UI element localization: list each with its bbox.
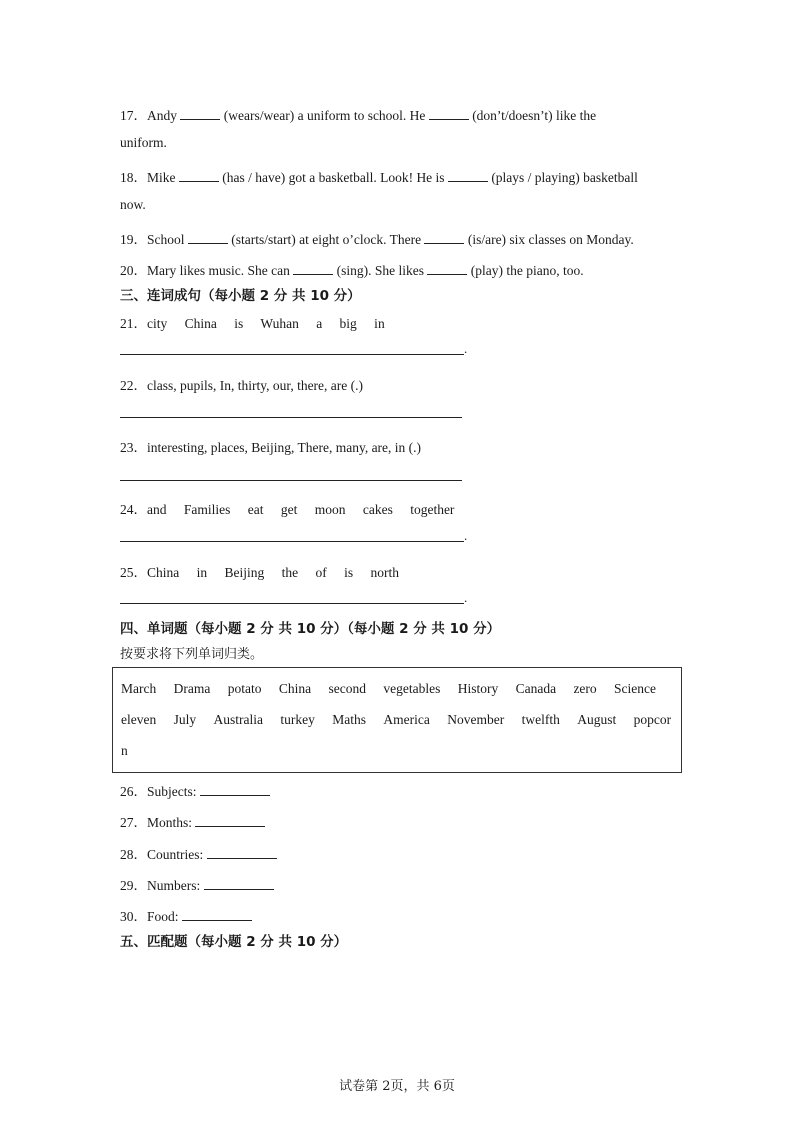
page-footer: 试卷第 2页，共 6页 — [339, 1079, 455, 1094]
word-bank-row-2 — [121, 712, 671, 728]
word: America — [383, 712, 430, 727]
answer-blank[interactable] — [293, 264, 333, 275]
word: vegetables — [383, 681, 441, 696]
answer-line[interactable] — [120, 541, 464, 542]
answer-blank[interactable] — [195, 816, 265, 827]
sentence-period: . — [464, 341, 468, 356]
question-28: 28．Countries: — [120, 843, 277, 863]
word: Canada — [515, 681, 557, 696]
answer-line[interactable] — [120, 417, 462, 418]
question-18-continued: now. — [120, 197, 146, 212]
word: turkey — [280, 712, 315, 727]
answer-blank[interactable] — [429, 109, 469, 120]
answer-blank[interactable] — [204, 879, 274, 890]
section-3-title: 三、连词成句（每小题 2 分 共 10 分） — [120, 288, 361, 304]
question-23: 23．interesting, places, Beijing, There, many, are, in (.) — [120, 440, 422, 455]
question-17: 17．Andy (wears/wear) a uniform to school. He (don’t/doesn’t) like the — [120, 108, 597, 123]
word: potato — [227, 681, 262, 696]
answer-line[interactable] — [120, 603, 464, 604]
answer-blank[interactable] — [427, 264, 467, 275]
word: August — [577, 712, 617, 727]
question-17-continued: uniform. — [120, 135, 167, 150]
question-26: 26．Subjects: — [120, 780, 270, 800]
question-30: 30．Food: — [120, 905, 252, 925]
section-4-title: 四、单词题（每小题 2 分 共 10 分）（每小题 2 分 共 10 分） — [120, 621, 501, 637]
answer-blank[interactable] — [182, 910, 252, 921]
question-29: 29．Numbers: — [120, 874, 274, 894]
question-19: 19．School (starts/start) at eight o’clock. There (is/are) six classes on Monday. — [120, 232, 634, 247]
word-bank-row-1 — [121, 681, 656, 697]
word: eleven — [121, 712, 157, 727]
question-24: 24．and Families eat get moon cakes together — [120, 502, 455, 517]
word: Australia — [213, 712, 263, 727]
answer-blank[interactable] — [200, 785, 270, 796]
word: Science — [614, 681, 657, 696]
word: History — [457, 681, 499, 696]
word: Maths — [332, 712, 366, 727]
answer-blank[interactable] — [180, 109, 220, 120]
answer-blank[interactable] — [448, 171, 488, 182]
word: China — [278, 681, 312, 696]
sentence-period: . — [464, 528, 468, 543]
word: zero — [573, 681, 597, 696]
word: Drama — [173, 681, 211, 696]
question-18: 18．Mike (has / have) got a basketball. Look! He is (plays / playing) basketball — [120, 170, 638, 185]
section-5-title: 五、匹配题（每小题 2 分 共 10 分） — [120, 934, 348, 950]
word-bank-box — [112, 667, 682, 773]
question-25: 25．China in Beijing the of is north — [120, 565, 399, 580]
word: July — [173, 712, 197, 727]
question-20: 20．Mary likes music. She can (sing). She likes (play) the piano, too. — [120, 263, 584, 278]
word-bank-row-3: n — [121, 743, 128, 758]
word: November — [447, 712, 505, 727]
question-22: 22．class, pupils, In, thirty, our, there, are (.) — [120, 378, 364, 393]
section-4-instruction: 按要求将下列单词归类。 — [120, 647, 264, 662]
question-27: 27．Months: — [120, 811, 265, 831]
answer-line[interactable] — [120, 480, 462, 481]
sentence-period: . — [464, 590, 468, 605]
word: March — [121, 681, 157, 696]
word: twelfth — [521, 712, 560, 727]
question-21: 21．city China is Wuhan a big in — [120, 316, 385, 331]
answer-blank[interactable] — [424, 233, 464, 244]
word: second — [328, 681, 366, 696]
answer-line[interactable] — [120, 354, 464, 355]
answer-blank[interactable] — [188, 233, 228, 244]
word: popcor — [633, 712, 672, 727]
answer-blank[interactable] — [207, 848, 277, 859]
answer-blank[interactable] — [179, 171, 219, 182]
